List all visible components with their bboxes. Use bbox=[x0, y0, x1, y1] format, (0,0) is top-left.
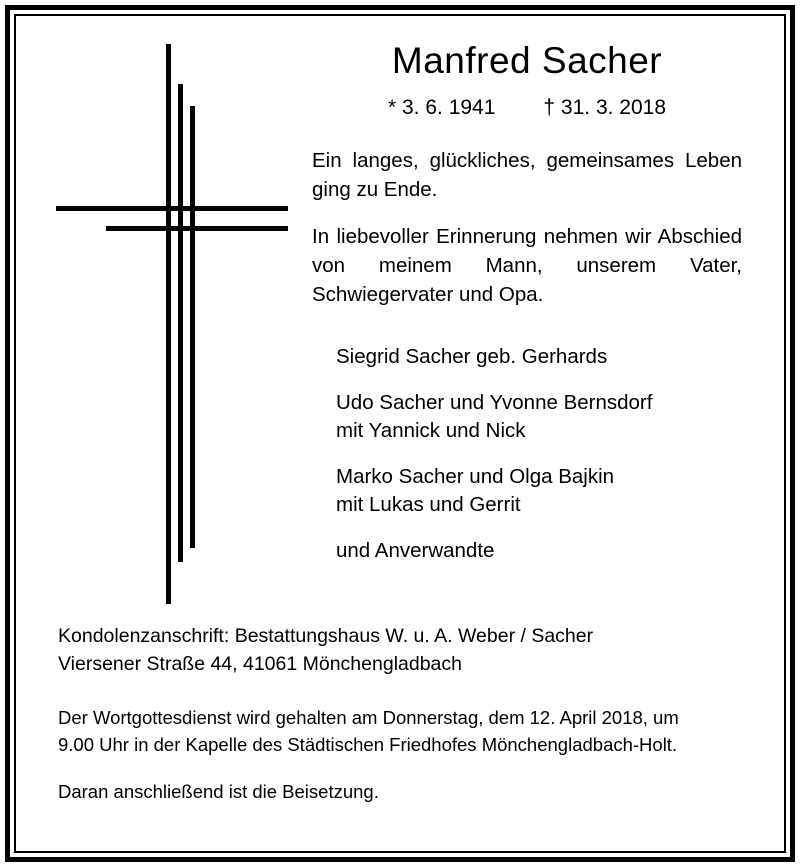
family-entry bbox=[336, 343, 742, 371]
service-line-1: Der Wortgottesdienst wird gehalten am Donnerstag, dem 12. April 2018, um bbox=[58, 707, 679, 728]
memorial-paragraph-2: In liebevoller Erinnerung nehmen wir Abschied von meinem Mann, unserem Vater, Schwiegervater und Opa. bbox=[312, 225, 742, 306]
family-member-name: Marko Sacher und Olga Bajkin bbox=[336, 465, 615, 488]
condolence-address bbox=[58, 622, 742, 678]
birth-date: * 3. 6. 1941 bbox=[387, 96, 496, 119]
life-dates bbox=[312, 96, 742, 120]
notice-content bbox=[20, 20, 780, 847]
cross-icon bbox=[58, 44, 308, 604]
condolence-address-line-2: Viersener Straße 44, 41061 Mönchengladbach bbox=[58, 653, 462, 675]
cross-column bbox=[58, 34, 308, 604]
family-member-children: mit Lukas und Gerrit bbox=[336, 493, 521, 516]
family-member-children: mit Yannick und Nick bbox=[336, 419, 526, 442]
family-entry bbox=[336, 389, 742, 445]
service-details bbox=[58, 704, 742, 758]
bottom-section bbox=[58, 622, 742, 805]
family-member-name: Udo Sacher und Yvonne Bernsdorf bbox=[336, 391, 653, 414]
family-member-name: Siegrid Sacher geb. Gerhards bbox=[336, 345, 608, 368]
death-date: † 31. 3. 2018 bbox=[543, 96, 667, 119]
memorial-paragraph-1: Ein langes, glückliches, gemeinsames Leben ging zu Ende. bbox=[312, 149, 742, 201]
top-section bbox=[58, 34, 742, 604]
family-entry bbox=[336, 463, 742, 519]
text-column bbox=[308, 34, 742, 583]
family-entry bbox=[336, 537, 742, 565]
service-line-2: 9.00 Uhr in der Kapelle des Städtischen Friedhofes Mönchengladbach-Holt. bbox=[58, 734, 678, 755]
deceased-name: Manfred Sacher bbox=[391, 40, 663, 81]
family-member-name: und Anverwandte bbox=[336, 539, 495, 562]
burial-note: Daran anschließend ist die Beisetzung. bbox=[58, 781, 379, 802]
condolence-address-line-1: Kondolenzanschrift: Bestattungshaus W. u. A. Weber / Sacher bbox=[58, 625, 594, 647]
family-list bbox=[312, 343, 742, 565]
